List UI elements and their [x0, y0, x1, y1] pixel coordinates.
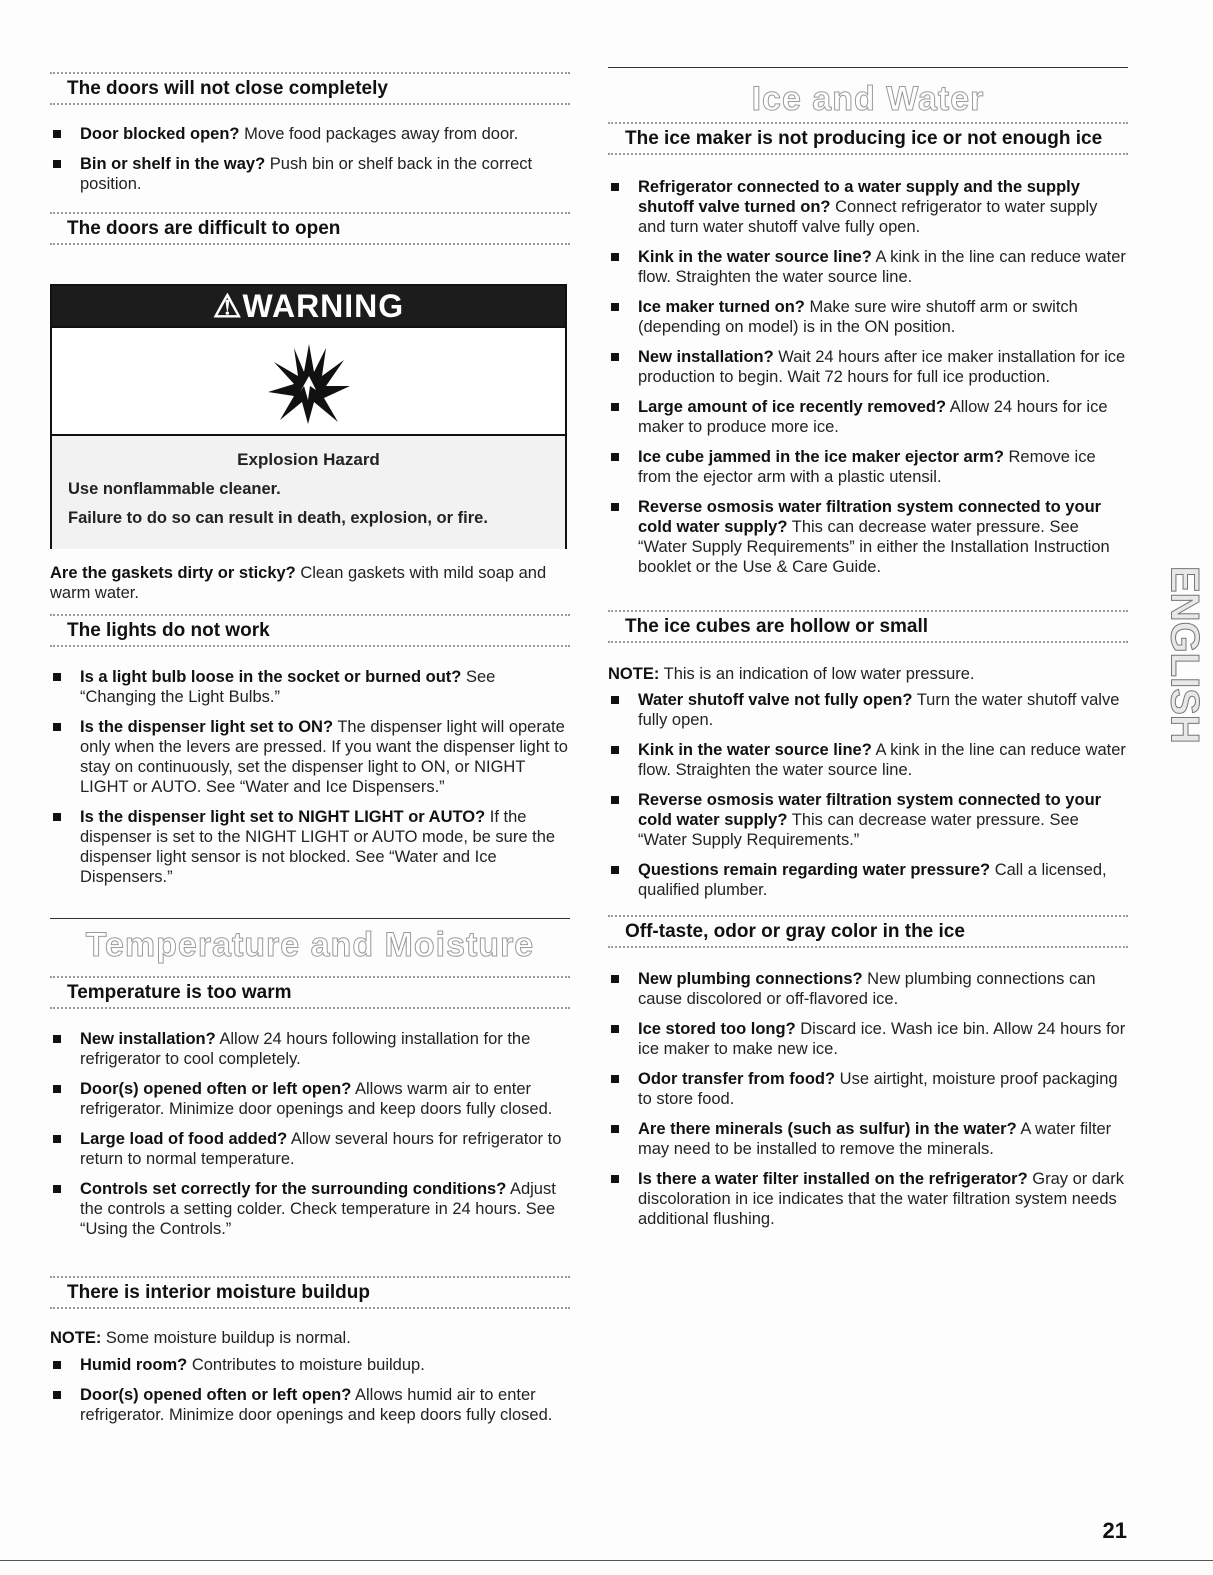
list-item: Door(s) opened often or left open? Allows warm air to enter refrigerator. Minimize door openings and keep doors fully closed.: [50, 1079, 570, 1119]
bullet-icon: [611, 1175, 619, 1183]
bullet-icon: [53, 1185, 61, 1193]
list-item: Bin or shelf in the way? Push bin or shelf back in the correct position.: [50, 154, 570, 194]
heading-off-taste: Off-taste, odor or gray color in the ice: [608, 915, 1128, 948]
list-item: Reverse osmosis water filtration system connected to your cold water supply? This can decrease water pressure. See “Water Supply Requirements” in either the Installation Instruction booklet or the Use & Care Guide.: [608, 497, 1128, 577]
language-side-tab: [1151, 560, 1213, 760]
bullet-icon: [611, 353, 619, 361]
list-item: Ice maker turned on? Make sure wire shutoff arm or switch (depending on model) is in the ON position.: [608, 297, 1128, 337]
bullet-icon: [611, 503, 619, 511]
list-too-warm: [50, 1029, 570, 1249]
list-item: Odor transfer from food? Use airtight, moisture proof packaging to store food.: [608, 1069, 1128, 1109]
bullet-icon: [611, 253, 619, 261]
bullet-icon: [53, 130, 61, 138]
bullet-icon: [611, 1025, 619, 1033]
list-item: Are there minerals (such as sulfur) in the water? A water filter may need to be installed to remove the minerals.: [608, 1119, 1128, 1159]
list-item: Is the dispenser light set to NIGHT LIGHT or AUTO? If the dispenser is set to the NIGHT LIGHT or AUTO mode, be sure the dispenser light sensor is not blocked. See “Water and Ice Dispensers.”: [50, 807, 570, 887]
bullet-icon: [53, 1085, 61, 1093]
list-item: Is a light bulb loose in the socket or burned out? See “Changing the Light Bulbs.”: [50, 667, 570, 707]
bullet-icon: [611, 1075, 619, 1083]
list-item: Large amount of ice recently removed? Allow 24 hours for ice maker to produce more ice.: [608, 397, 1128, 437]
list-hollow: [608, 690, 1128, 910]
bullet-icon: [611, 303, 619, 311]
bullet-icon: [53, 673, 61, 681]
heading-hollow: The ice cubes are hollow or small: [608, 610, 1128, 643]
bullet-icon: [53, 1135, 61, 1143]
list-item: Is there a water filter installed on the refrigerator? Gray or dark discoloration in ice indicates that the water filtration system needs additional flushing.: [608, 1169, 1128, 1229]
bottom-rule: [0, 1560, 1213, 1561]
list-item: Is the dispenser light set to ON? The dispenser light will operate only when the levers are pressed. If you want the dispenser light to stay on continuously, set the dispenser light to ON, or NIGHT LIGHT or AUTO. See “Water and Ice Dispensers.”: [50, 717, 570, 797]
bullet-icon: [611, 403, 619, 411]
list-item: Controls set correctly for the surrounding conditions? Adjust the controls a setting colder. Check temperature in 24 hours. See “Using the Controls.”: [50, 1179, 570, 1239]
list-item: Kink in the water source line? A kink in the line can reduce water flow. Straighten the water source line.: [608, 740, 1128, 780]
list-item: Refrigerator connected to a water supply and the supply shutoff valve turned on? Connect refrigerator to water supply and turn water shutoff valve fully open.: [608, 177, 1128, 237]
list-lights: [50, 667, 570, 897]
section-title-temperature: Temperature and Moisture: [85, 926, 535, 964]
bullet-icon: [53, 1391, 61, 1399]
bullet-icon: [53, 723, 61, 731]
bullet-icon: [611, 796, 619, 804]
warning-banner: ⚠WARNING: [52, 286, 565, 328]
hazard-line-2: Failure to do so can result in death, explosion, or fire.: [68, 509, 488, 527]
list-doors-not-close: [50, 124, 570, 204]
heading-too-warm: Temperature is too warm: [50, 976, 570, 1009]
list-item: New installation? Allow 24 hours following installation for the refrigerator to cool completely.: [50, 1029, 570, 1069]
list-item: Large load of food added? Allow several hours for refrigerator to return to normal temperature.: [50, 1129, 570, 1169]
hollow-note: NOTE: This is an indication of low water pressure.: [608, 665, 975, 683]
list-moisture: [50, 1355, 570, 1435]
bullet-icon: [53, 1361, 61, 1369]
hazard-line-1: Use nonflammable cleaner.: [68, 480, 281, 498]
heading-lights: The lights do not work: [50, 614, 570, 647]
bullet-icon: [611, 696, 619, 704]
explosion-icon: [264, 342, 354, 426]
gaskets-paragraph: Are the gaskets dirty or sticky? Clean gaskets with mild soap and warm water.: [50, 564, 547, 602]
list-item: Water shutoff valve not fully open? Turn the water shutoff valve fully open.: [608, 690, 1128, 730]
bullet-icon: [53, 160, 61, 168]
list-item: Kink in the water source line? A kink in the line can reduce water flow. Straighten the water source line.: [608, 247, 1128, 287]
list-item: New installation? Wait 24 hours after ice maker installation for ice production to begin. Wait 72 hours for full ice production.: [608, 347, 1128, 387]
section-rule: [608, 67, 1128, 68]
heading-moisture: There is interior moisture buildup: [50, 1276, 570, 1309]
language-tab-label: ENGLISH: [1162, 566, 1207, 744]
list-item: Door blocked open? Move food packages away from door.: [50, 124, 570, 144]
bullet-icon: [611, 183, 619, 191]
heading-not-producing: The ice maker is not producing ice or not enough ice: [608, 122, 1128, 155]
warning-text-area: [52, 434, 565, 549]
list-item: Ice cube jammed in the ice maker ejector arm? Remove ice from the ejector arm with a plastic utensil.: [608, 447, 1128, 487]
bullet-icon: [611, 746, 619, 754]
section-title-ice-water: Ice and Water: [751, 80, 985, 118]
list-item: Ice stored too long? Discard ice. Wash ice bin. Allow 24 hours for ice maker to make new ice.: [608, 1019, 1128, 1059]
hazard-title: Explosion Hazard: [237, 450, 380, 469]
bullet-icon: [611, 453, 619, 461]
bullet-icon: [53, 813, 61, 821]
page-number: 21: [1102, 1518, 1127, 1543]
section-rule: [50, 918, 570, 919]
list-item: Reverse osmosis water filtration system connected to your cold water supply? This can decrease water pressure. See “Water Supply Requirements.”: [608, 790, 1128, 850]
list-item: New plumbing connections? New plumbing connections can cause discolored or off-flavored ice.: [608, 969, 1128, 1009]
list-item: Humid room? Contributes to moisture buildup.: [50, 1355, 570, 1375]
list-item: Door(s) opened often or left open? Allows humid air to enter refrigerator. Minimize door openings and keep doors fully closed.: [50, 1385, 570, 1425]
moisture-note: NOTE: Some moisture buildup is normal.: [50, 1329, 351, 1347]
list-not-producing: [608, 177, 1128, 587]
heading-doors-difficult: The doors are difficult to open: [50, 212, 570, 245]
bullet-icon: [53, 1035, 61, 1043]
list-item: Questions remain regarding water pressure? Call a licensed, qualified plumber.: [608, 860, 1128, 900]
bullet-icon: [611, 1125, 619, 1133]
bullet-icon: [611, 866, 619, 874]
bullet-icon: [611, 975, 619, 983]
warning-box: [50, 284, 567, 549]
list-off-taste: [608, 969, 1128, 1239]
heading-doors-not-close: The doors will not close completely: [50, 72, 570, 105]
